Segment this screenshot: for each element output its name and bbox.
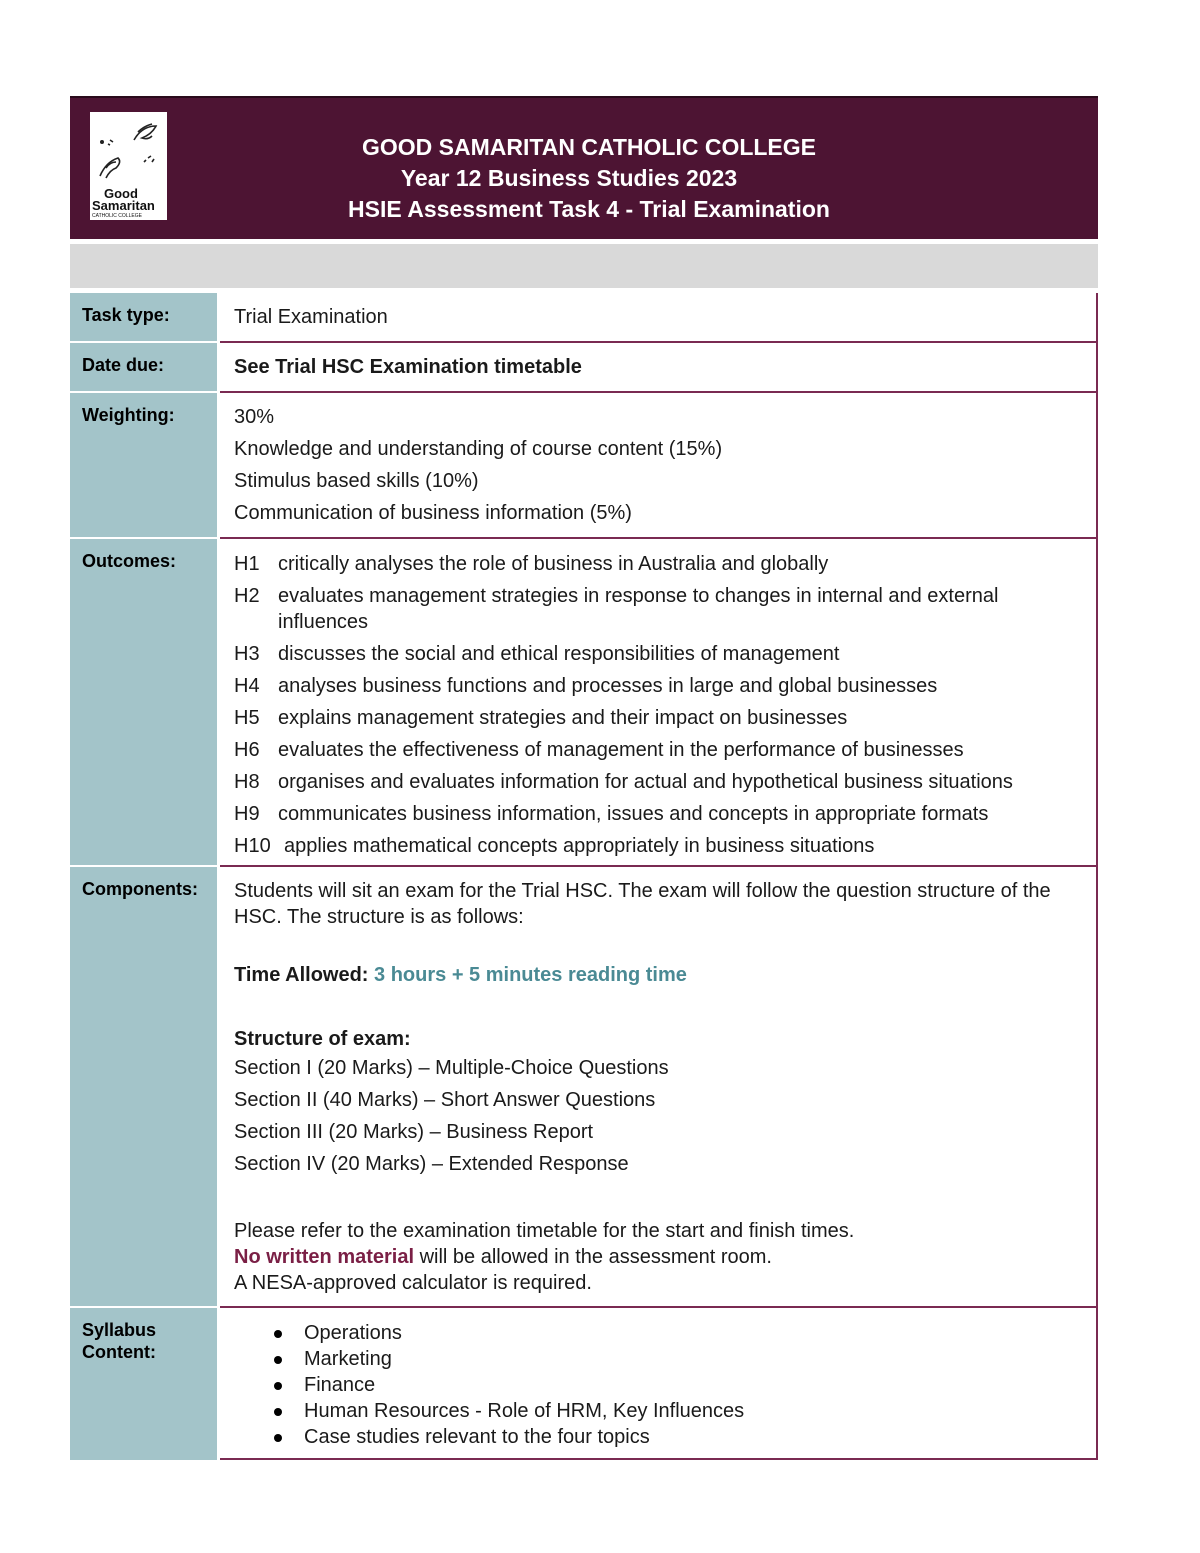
exam-section: Section II (40 Marks) – Short Answer Questions [234,1089,656,1111]
syllabus-item: Case studies relevant to the four topics [234,1424,1082,1450]
outcome-code: H1 [234,553,260,575]
task-details-table [70,293,1098,1460]
logo-word-college: CATHOLIC COLLEGE [92,213,142,219]
outcome-text: analyses business functions and processes in large and global businesses [278,675,938,697]
outcome-item [234,673,1082,699]
outcome-item [234,705,1082,731]
components-content [220,865,1098,1306]
material-note [234,1244,1082,1270]
course-title: Year 12 Business Studies 2023 [400,165,738,191]
logo-word-samaritan: Samaritan [92,198,155,213]
weighting-line: 30% [234,406,275,428]
syllabus-item: Operations [234,1320,1082,1346]
syllabus-item: Human Resources - Role of HRM, Key Influences [234,1398,1082,1424]
components-label: Components: [70,867,217,1306]
syllabus-item: Marketing [234,1346,1082,1372]
time-allowed [234,962,1082,988]
exam-sections [234,1052,1082,1180]
outcome-code: H4 [234,675,260,697]
outcome-text: explains management strategies and their impact on businesses [278,707,848,729]
outcome-item [234,583,1082,635]
outcome-code: H8 [234,771,260,793]
outcome-code: H9 [234,803,260,825]
time-allowed-value: 3 hours + 5 minutes reading time [374,964,687,986]
outcome-item [234,551,1082,577]
outcome-item [234,801,1082,827]
row-outcomes [70,537,1098,865]
outcome-text: evaluates the effectiveness of management in the performance of businesses [278,739,964,761]
time-allowed-label: Time Allowed: [234,964,369,986]
task-title: HSIE Assessment Task 4 - Trial Examination [348,196,830,222]
syllabus-list [234,1320,1082,1450]
outcome-item [234,833,1082,859]
outcome-code: H3 [234,643,260,665]
row-weighting [70,391,1098,537]
syllabus-label: Syllabus Content: [70,1308,217,1460]
syllabus-item: Finance [234,1372,1082,1398]
exam-section: Section IV (20 Marks) – Extended Response [234,1153,629,1175]
outcome-text: critically analyses the role of business in Australia and globally [278,553,829,575]
outcome-item [234,737,1082,763]
outcomes-label: Outcomes: [70,539,217,865]
outcome-text: communicates business information, issues and concepts in appropriate formats [278,803,989,825]
weighting-line: Communication of business information (5%) [234,502,632,524]
calculator-note: A NESA-approved calculator is required. [234,1272,592,1294]
exam-section: Section III (20 Marks) – Business Report [234,1121,594,1143]
outcome-text: discusses the social and ethical responsibilities of management [278,643,840,665]
date-due-value: See Trial HSC Examination timetable [220,341,1098,391]
syllabus-content [220,1306,1098,1460]
outcome-item [234,769,1082,795]
outcome-text: evaluates management strategies in response to changes in internal and external influences [278,585,999,633]
logo-word-good: Good [104,186,138,201]
material-note-highlight: No written material [234,1246,415,1268]
grey-band [70,244,1098,288]
row-task-type [70,293,1098,341]
weighting-line: Stimulus based skills (10%) [234,470,479,492]
exam-section: Section I (20 Marks) – Multiple-Choice Questions [234,1057,669,1079]
college-name: GOOD SAMARITAN CATHOLIC COLLEGE [361,134,816,160]
outcome-code: H10 [234,835,271,857]
outcome-code: H6 [234,739,260,761]
weighting-line: Knowledge and understanding of course content (15%) [234,438,723,460]
row-syllabus [70,1306,1098,1460]
row-components [70,865,1098,1306]
weighting-label: Weighting: [70,393,217,537]
outcome-text: organises and evaluates information for actual and hypothetical business situations [278,771,1013,793]
task-type-label: Task type: [70,293,217,341]
header-titles [70,132,1098,225]
outcome-code: H5 [234,707,260,729]
material-note-rest: will be allowed in the assessment room. [414,1246,772,1268]
date-due-label: Date due: [70,343,217,391]
components-intro: Students will sit an exam for the Trial HSC. The exam will follow the question structure of the HSC. The structure is as follows: [234,880,1051,928]
outcome-item [234,641,1082,667]
structure-heading: Structure of exam: [234,1028,411,1050]
row-date-due [70,341,1098,391]
weighting-value [220,391,1098,537]
timetable-note: Please refer to the examination timetable for the start and finish times. [234,1220,855,1242]
header-banner [70,96,1098,239]
outcome-text: applies mathematical concepts appropriately in business situations [284,835,875,857]
outcome-code: H2 [234,585,260,607]
outcomes-list [220,537,1098,865]
task-type-value: Trial Examination [220,293,1098,341]
